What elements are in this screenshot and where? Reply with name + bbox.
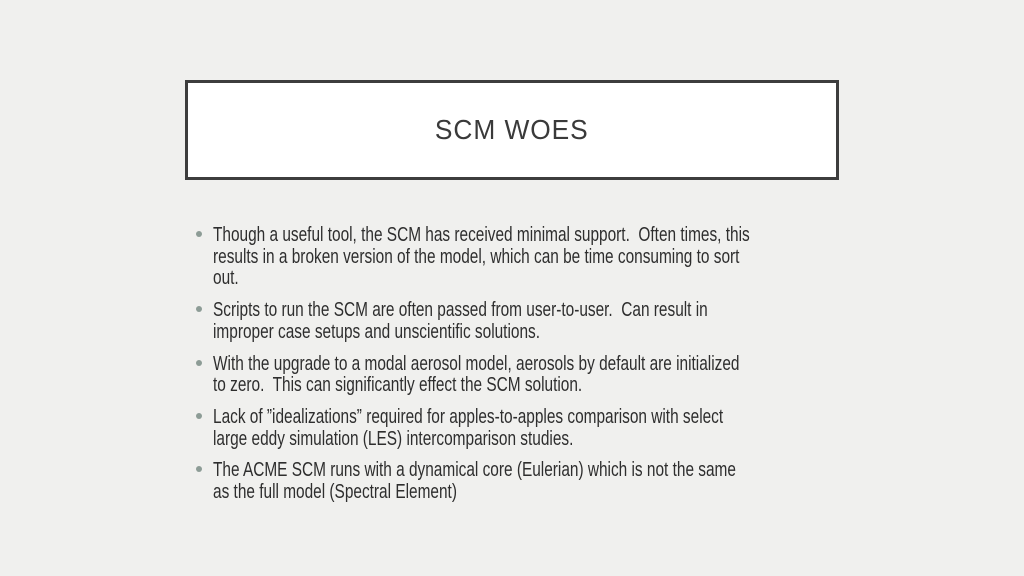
bullet-text [213, 407, 723, 450]
bullet-marker-icon [196, 413, 202, 419]
bullet-line: large eddy simulation (LES) intercomparison studies. [213, 427, 574, 450]
bullet-item [196, 354, 910, 397]
bullet-text [213, 225, 750, 290]
bullet-line: out. [213, 267, 239, 290]
bullet-item [196, 407, 910, 450]
slide-title: SCM WOES [435, 114, 589, 145]
bullet-line: results in a broken version of the model, which can be time consuming to sort [213, 245, 740, 268]
bullet-text [213, 460, 736, 503]
bullet-line: The ACME SCM runs with a dynamical core (Eulerian) which is not the same [213, 459, 736, 482]
bullet-text [213, 300, 708, 343]
bullet-list [196, 225, 910, 514]
bullet-line: to zero. This can significantly effect the SCM solution. [213, 374, 583, 397]
bullet-marker-icon [196, 360, 202, 366]
bullet-line: improper case setups and unscientific solutions. [213, 320, 540, 343]
bullet-line: Though a useful tool, the SCM has received minimal support. Often times, this [213, 224, 750, 246]
bullet-item [196, 225, 910, 290]
bullet-item [196, 300, 910, 343]
title-box [185, 80, 839, 180]
bullet-marker-icon [196, 231, 202, 237]
bullet-marker-icon [196, 306, 202, 312]
bullet-text [213, 354, 739, 397]
bullet-line: as the full model (Spectral Element) [213, 481, 457, 504]
bullet-line: Lack of ”idealizations” required for apples-to-apples comparison with select [213, 405, 724, 428]
bullet-item [196, 460, 910, 503]
bullet-line: Scripts to run the SCM are often passed from user-to-user. Can result in [213, 299, 708, 322]
bullet-line: With the upgrade to a modal aerosol model, aerosols by default are initialized [213, 352, 740, 375]
bullet-marker-icon [196, 466, 202, 472]
